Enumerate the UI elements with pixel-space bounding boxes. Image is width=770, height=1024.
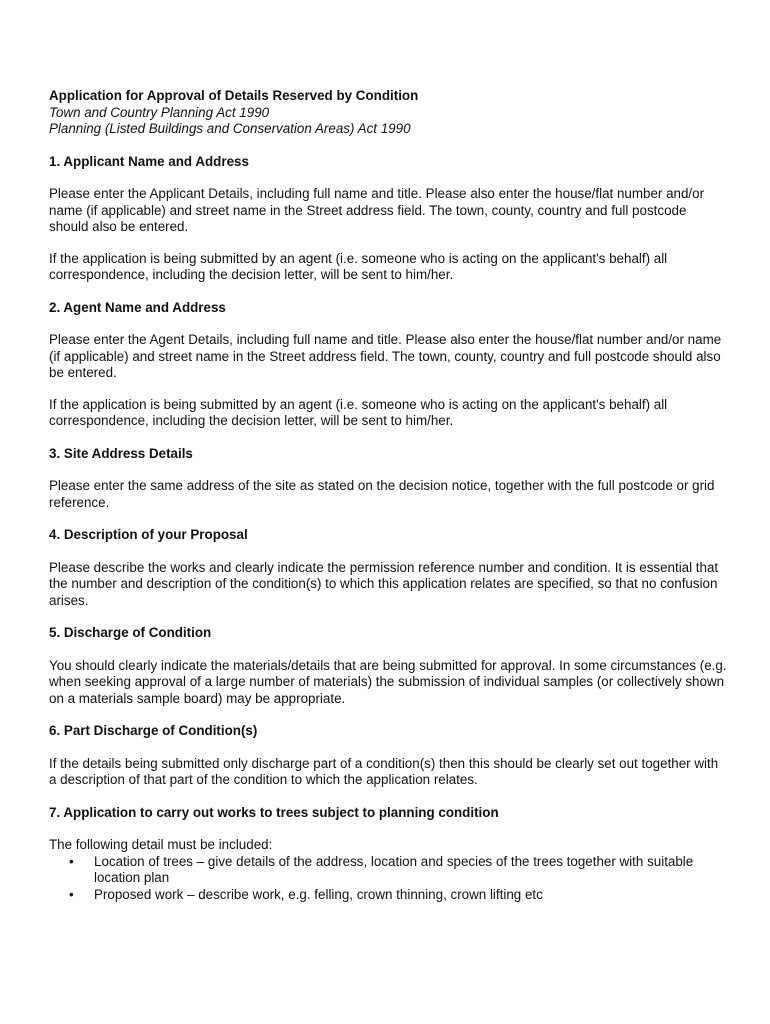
section-paragraph: Please enter the Applicant Details, including full name and title. Please also enter the house/flat number and/or name (if applicable) and street name in the Street address field. The town, county, country and full postcode should also be entered. bbox=[49, 186, 705, 234]
bullet-list bbox=[49, 854, 729, 904]
section-paragraph: If the application is being submitted by an agent (i.e. someone who is acting on the applicant's behalf) all correspondence, including the decision letter, will be sent to him/her. bbox=[49, 396, 668, 428]
section-applicant bbox=[49, 154, 729, 284]
section-heading: 2. Agent Name and Address bbox=[49, 299, 226, 315]
list-item-text: Location of trees – give details of the address, location and species of the trees together with suitable location plan bbox=[94, 853, 694, 885]
act-line-2: Planning (Listed Buildings and Conservation Areas) Act 1990 bbox=[49, 121, 411, 136]
section-discharge bbox=[49, 625, 729, 707]
act-line-1: Town and Country Planning Act 1990 bbox=[49, 104, 270, 120]
bullet-icon: • bbox=[69, 886, 74, 902]
section-agent bbox=[49, 300, 729, 430]
list-item bbox=[49, 887, 729, 904]
section-paragraph: If the application is being submitted by an agent (i.e. someone who is acting on the applicant's behalf) all correspondence, including the decision letter, will be sent to him/her. bbox=[49, 250, 668, 282]
section-paragraph: Please enter the same address of the site as stated on the decision notice, together with the full postcode or grid reference. bbox=[49, 478, 715, 510]
section-heading: 6. Part Discharge of Condition(s) bbox=[49, 723, 258, 738]
section-site-address bbox=[49, 446, 729, 512]
section-description bbox=[49, 527, 729, 609]
section-part-discharge bbox=[49, 723, 729, 789]
section-paragraph: If the details being submitted only discharge part of a condition(s) then this should be clearly set out together with a description of that part of the condition to which the application relates. bbox=[49, 755, 719, 787]
section-heading: 5. Discharge of Condition bbox=[49, 625, 212, 640]
list-item bbox=[49, 854, 729, 887]
section-paragraph: Please enter the Agent Details, including full name and title. Please also enter the house/flat number and/or name (if applicable) and street name in the Street address field. The town, county, country and full postcode should also be entered. bbox=[49, 332, 722, 380]
section-paragraph: Please describe the works and clearly indicate the permission reference number and condition. It is essential that the number and description of the condition(s) to which this application relates are specified, so that no confusion arises. bbox=[49, 559, 719, 608]
section-heading: 7. Application to carry out works to trees subject to planning condition bbox=[49, 804, 499, 820]
list-item-text: Proposed work – describe work, e.g. felling, crown thinning, crown lifting etc bbox=[94, 886, 543, 902]
document-title: Application for Approval of Details Reserved by Condition bbox=[49, 88, 419, 103]
section-heading: 4. Description of your Proposal bbox=[49, 527, 248, 542]
document-header bbox=[49, 88, 729, 138]
section-paragraph: You should clearly indicate the materials/details that are being submitted for approval. In some circumstances (e.g. when seeking approval of a large number of materials) the submission of individual samples (or collectively shown on a materials sample board) may be appropriate. bbox=[49, 657, 727, 706]
bullet-icon: • bbox=[69, 853, 74, 869]
document-page bbox=[49, 88, 729, 903]
section-heading: 3. Site Address Details bbox=[49, 445, 193, 461]
section-heading: 1. Applicant Name and Address bbox=[49, 153, 249, 169]
section-trees bbox=[49, 805, 729, 904]
section-intro: The following detail must be included: bbox=[49, 837, 273, 852]
